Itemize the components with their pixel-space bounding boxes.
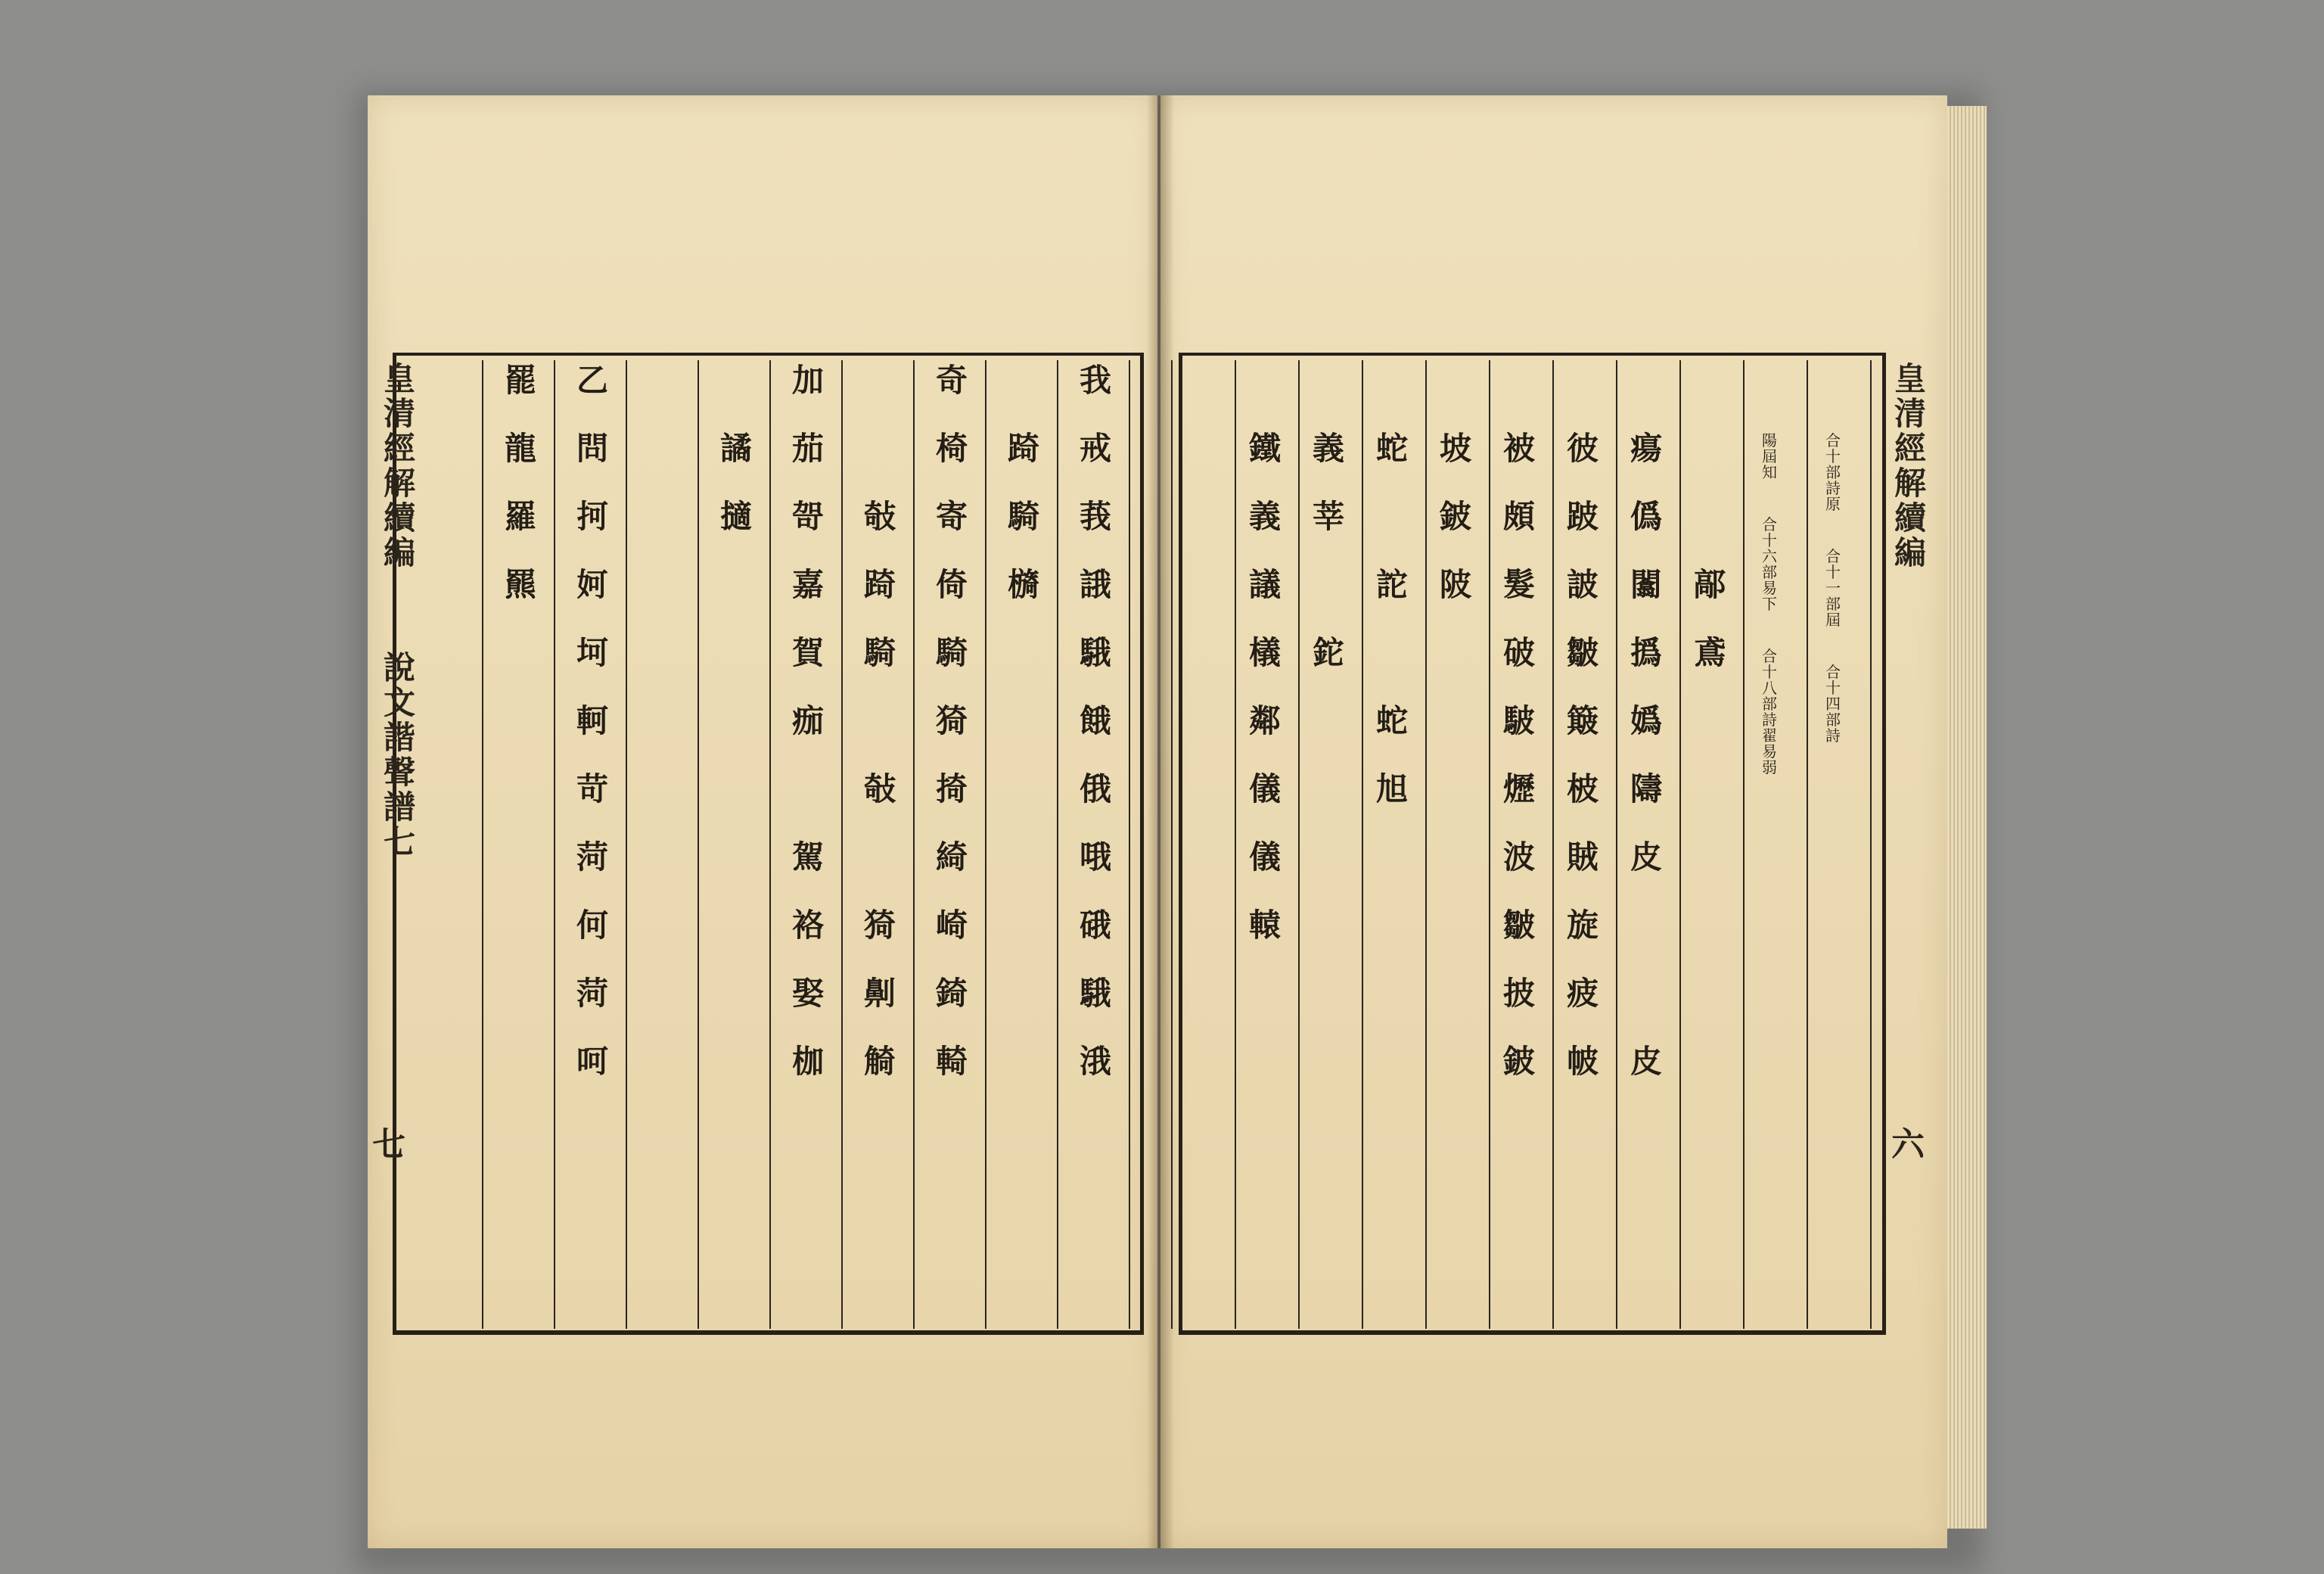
character: 哦 xyxy=(1079,838,1111,876)
character: 爏 xyxy=(1502,770,1535,807)
character xyxy=(505,637,536,669)
character: 僞 xyxy=(1630,498,1662,535)
character: 乙 xyxy=(576,362,608,399)
text-column xyxy=(999,365,1048,1046)
character: 敧 xyxy=(863,498,896,535)
character: 奇 xyxy=(935,362,968,399)
character xyxy=(1821,365,1853,397)
character xyxy=(1008,705,1039,737)
character xyxy=(864,841,896,873)
text-column xyxy=(1241,365,1289,1046)
character xyxy=(648,365,680,397)
column-rule xyxy=(1171,360,1173,1329)
character: 撝 xyxy=(1630,634,1662,671)
character: 何 xyxy=(576,907,608,944)
character xyxy=(1757,365,1789,397)
character: 簸 xyxy=(1566,702,1599,739)
character: 猗 xyxy=(863,907,896,944)
column-rule xyxy=(1298,360,1300,1329)
character: 茄 xyxy=(791,430,824,467)
column-rule xyxy=(913,360,915,1329)
character: 皺 xyxy=(1502,907,1535,944)
character xyxy=(1440,978,1471,1009)
character: 袼 xyxy=(791,907,824,944)
character xyxy=(1567,365,1599,397)
character xyxy=(1185,637,1217,669)
character xyxy=(648,773,680,805)
text-column xyxy=(712,365,760,1114)
character xyxy=(1630,365,1662,397)
character: 義 xyxy=(1312,430,1344,467)
character: 陽屆知 xyxy=(1762,431,1777,481)
character xyxy=(1376,841,1408,873)
page-edges xyxy=(1947,106,1987,1529)
character xyxy=(505,705,536,737)
character: 寄 xyxy=(935,498,968,535)
character xyxy=(720,705,752,737)
character xyxy=(505,1046,536,1078)
character xyxy=(1440,365,1471,397)
character: 譎 xyxy=(719,430,752,467)
column-rule xyxy=(1362,360,1363,1329)
character: 菏 xyxy=(576,975,608,1012)
character: 綺 xyxy=(935,838,968,876)
character: 皮 xyxy=(1630,1043,1662,1080)
character xyxy=(864,433,896,465)
character xyxy=(648,841,680,873)
character xyxy=(1376,1046,1408,1078)
character xyxy=(1185,1046,1217,1078)
text-column xyxy=(1368,365,1416,1114)
character: 儀 xyxy=(1248,838,1281,876)
character: 駕 xyxy=(791,838,824,876)
character xyxy=(720,773,752,805)
character: 騎 xyxy=(1007,498,1039,535)
character xyxy=(1376,978,1408,1009)
character: 坡 xyxy=(1439,430,1471,467)
character: 莪 xyxy=(1079,498,1111,535)
character: 踦 xyxy=(1007,430,1039,467)
character xyxy=(720,1046,752,1078)
character xyxy=(1376,501,1408,533)
character: 駊 xyxy=(1502,702,1535,739)
character: 柀 xyxy=(1566,770,1599,807)
character: 罷 xyxy=(504,362,536,399)
character xyxy=(1440,841,1471,873)
character: 痂 xyxy=(791,702,824,739)
character: 鄰 xyxy=(1248,702,1281,739)
character xyxy=(720,978,752,1009)
character xyxy=(648,433,680,465)
character xyxy=(1313,569,1344,601)
character: 菏 xyxy=(576,838,608,876)
column-rule xyxy=(769,360,771,1329)
character xyxy=(648,637,680,669)
character: 帔 xyxy=(1566,1043,1599,1080)
character xyxy=(720,569,752,601)
column-rule xyxy=(626,360,627,1329)
character: 枷 xyxy=(791,1043,824,1080)
character xyxy=(648,978,680,1009)
character: 疲 xyxy=(1566,975,1599,1012)
character: 蛇 xyxy=(1375,702,1408,739)
character: 騎 xyxy=(863,634,896,671)
left-section-title: 說文諧聲譜七 xyxy=(379,651,416,860)
character xyxy=(1185,910,1217,941)
column-rule xyxy=(482,360,483,1329)
character: 合十八部詩翟易弱 xyxy=(1762,647,1777,776)
text-column xyxy=(1071,362,1120,1114)
text-column xyxy=(1431,365,1480,1046)
book-gutter xyxy=(1147,95,1174,1548)
column-rule xyxy=(1235,360,1236,1329)
text-column xyxy=(640,365,688,1114)
character: 闟 xyxy=(1630,566,1662,603)
character xyxy=(648,1046,680,1078)
character xyxy=(1185,433,1217,465)
character xyxy=(1313,910,1344,941)
character: 倚 xyxy=(935,566,968,603)
character xyxy=(1313,1046,1344,1078)
column-rule xyxy=(1616,360,1617,1329)
character xyxy=(1440,773,1471,805)
text-column xyxy=(784,362,832,1114)
character xyxy=(720,841,752,873)
character xyxy=(1185,365,1217,397)
character xyxy=(505,841,536,873)
character xyxy=(648,910,680,941)
character xyxy=(1503,365,1535,397)
character: 嬀 xyxy=(1630,702,1662,739)
character: 跛 xyxy=(1566,498,1599,535)
character: 檹 xyxy=(1007,566,1039,603)
character: 皮 xyxy=(1630,838,1662,876)
character xyxy=(1008,773,1039,805)
column-rule xyxy=(1870,360,1872,1329)
character xyxy=(505,773,536,805)
character xyxy=(1694,365,1726,397)
character: 議 xyxy=(1248,566,1281,603)
text-column xyxy=(568,362,617,1114)
character: 龍 xyxy=(504,430,536,467)
character: 鈹 xyxy=(1502,1043,1535,1080)
character xyxy=(1185,569,1217,601)
character xyxy=(1440,637,1471,669)
character: 敧 xyxy=(863,770,896,807)
character xyxy=(1185,978,1217,1009)
column-rule xyxy=(841,360,843,1329)
character xyxy=(1630,910,1662,941)
left-page-number: 七 xyxy=(372,1125,405,1164)
character: 頗 xyxy=(1502,498,1535,535)
character xyxy=(505,910,536,941)
column-rule xyxy=(985,360,986,1329)
character: 轅 xyxy=(1248,907,1281,944)
right-page-number: 六 xyxy=(1891,1125,1925,1164)
column-rule xyxy=(1552,360,1554,1329)
character xyxy=(1694,501,1726,533)
character xyxy=(1185,773,1217,805)
text-column xyxy=(1622,365,1670,1114)
text-column xyxy=(856,365,904,1114)
character: 軻 xyxy=(576,702,608,739)
character xyxy=(505,978,536,1009)
character xyxy=(864,365,896,397)
character: 詑 xyxy=(1375,566,1408,603)
right-margin-title: 皇清經解續編 xyxy=(1890,362,1927,571)
character xyxy=(1185,841,1217,873)
character: 鄗 xyxy=(1693,566,1726,603)
character: 加 xyxy=(791,362,824,399)
character xyxy=(1008,978,1039,1009)
character xyxy=(1249,365,1281,397)
character: 抲 xyxy=(576,498,608,535)
character: 詖 xyxy=(1566,566,1599,603)
character: 苛 xyxy=(576,770,608,807)
character: 我 xyxy=(1079,362,1111,399)
character: 餓 xyxy=(1079,702,1111,739)
character: 娶 xyxy=(791,975,824,1012)
column-rule xyxy=(1057,360,1058,1329)
character xyxy=(1440,910,1471,941)
character xyxy=(1313,705,1344,737)
character: 賊 xyxy=(1566,838,1599,876)
column-rule xyxy=(1425,360,1427,1329)
column-rule xyxy=(1743,360,1745,1329)
character: 合十部詩原 xyxy=(1825,431,1841,513)
character: 被 xyxy=(1502,430,1535,467)
character xyxy=(1008,910,1039,941)
character xyxy=(720,365,752,397)
character: 騎 xyxy=(935,634,968,671)
character: 義 xyxy=(1248,498,1281,535)
character: 擿 xyxy=(719,498,752,535)
character xyxy=(1249,978,1281,1009)
character: 誐 xyxy=(1079,566,1111,603)
character: 披 xyxy=(1502,975,1535,1012)
character: 旭 xyxy=(1375,770,1408,807)
character: 彼 xyxy=(1566,430,1599,467)
character: 嘉 xyxy=(791,566,824,603)
character xyxy=(1008,637,1039,669)
character: 瘍 xyxy=(1630,430,1662,467)
character: 蛇 xyxy=(1375,430,1408,467)
character xyxy=(720,637,752,669)
character: 合十四部詩 xyxy=(1825,663,1841,745)
column-rule xyxy=(1489,360,1490,1329)
character: 合十一部屆 xyxy=(1825,547,1841,629)
text-column xyxy=(1304,365,1353,1114)
character xyxy=(1185,501,1217,533)
character xyxy=(1008,841,1039,873)
text-column xyxy=(927,362,976,1114)
character: 錡 xyxy=(935,975,968,1012)
text-column xyxy=(1686,365,1734,705)
character xyxy=(720,910,752,941)
character xyxy=(648,569,680,601)
character: 椅 xyxy=(935,430,968,467)
character xyxy=(1376,910,1408,941)
character: 鐵 xyxy=(1248,430,1281,467)
character: 儀 xyxy=(1248,770,1281,807)
character: 猗 xyxy=(935,702,968,739)
character: 髮 xyxy=(1502,566,1535,603)
left-margin-title: 皇清經解續編 xyxy=(379,362,416,571)
character: 鉈 xyxy=(1312,634,1344,671)
column-rule xyxy=(698,360,699,1329)
character: 隯 xyxy=(1630,770,1662,807)
character xyxy=(648,705,680,737)
character: 妸 xyxy=(576,566,608,603)
text-column xyxy=(1749,365,1797,812)
text-column xyxy=(496,362,545,1114)
character: 皺 xyxy=(1566,634,1599,671)
character: 莘 xyxy=(1312,498,1344,535)
character: 鳶 xyxy=(1693,634,1726,671)
text-column xyxy=(1813,365,1861,780)
character xyxy=(1376,637,1408,669)
text-column xyxy=(1177,365,1226,1114)
character xyxy=(864,705,896,737)
character: 涐 xyxy=(1079,1043,1111,1080)
character: 呵 xyxy=(576,1043,608,1080)
character: 觭 xyxy=(863,1043,896,1080)
character: 輢 xyxy=(935,1043,968,1080)
character: 踦 xyxy=(863,566,896,603)
character: 旋 xyxy=(1566,907,1599,944)
character: 羆 xyxy=(504,566,536,603)
text-column xyxy=(1558,365,1607,1114)
character xyxy=(1630,978,1662,1009)
character: 羅 xyxy=(504,498,536,535)
column-rule xyxy=(1679,360,1681,1329)
character: 掎 xyxy=(935,770,968,807)
character xyxy=(1008,365,1039,397)
character: 騀 xyxy=(1079,634,1111,671)
character: 問 xyxy=(576,430,608,467)
character xyxy=(1376,365,1408,397)
character xyxy=(648,501,680,533)
character: 崎 xyxy=(935,907,968,944)
character xyxy=(1313,841,1344,873)
character xyxy=(1313,365,1344,397)
character: 戒 xyxy=(1079,430,1111,467)
character: 俄 xyxy=(1079,770,1111,807)
text-column xyxy=(1495,365,1543,1114)
character xyxy=(1313,978,1344,1009)
character xyxy=(792,773,824,805)
character: 騀 xyxy=(1079,975,1111,1012)
column-rule xyxy=(1129,360,1130,1329)
column-rule xyxy=(1807,360,1808,1329)
character: 鈹 xyxy=(1439,498,1471,535)
character: 哿 xyxy=(791,498,824,535)
character: 檥 xyxy=(1248,634,1281,671)
character: 賀 xyxy=(791,634,824,671)
character xyxy=(1185,705,1217,737)
character xyxy=(1440,705,1471,737)
column-rule xyxy=(554,360,555,1329)
character: 坷 xyxy=(576,634,608,671)
character: 合十六部易下 xyxy=(1762,515,1777,613)
character: 劓 xyxy=(863,975,896,1012)
character: 陂 xyxy=(1439,566,1471,603)
character: 波 xyxy=(1502,838,1535,876)
character: 破 xyxy=(1502,634,1535,671)
character: 硪 xyxy=(1079,907,1111,944)
character xyxy=(1694,433,1726,465)
character xyxy=(1313,773,1344,805)
